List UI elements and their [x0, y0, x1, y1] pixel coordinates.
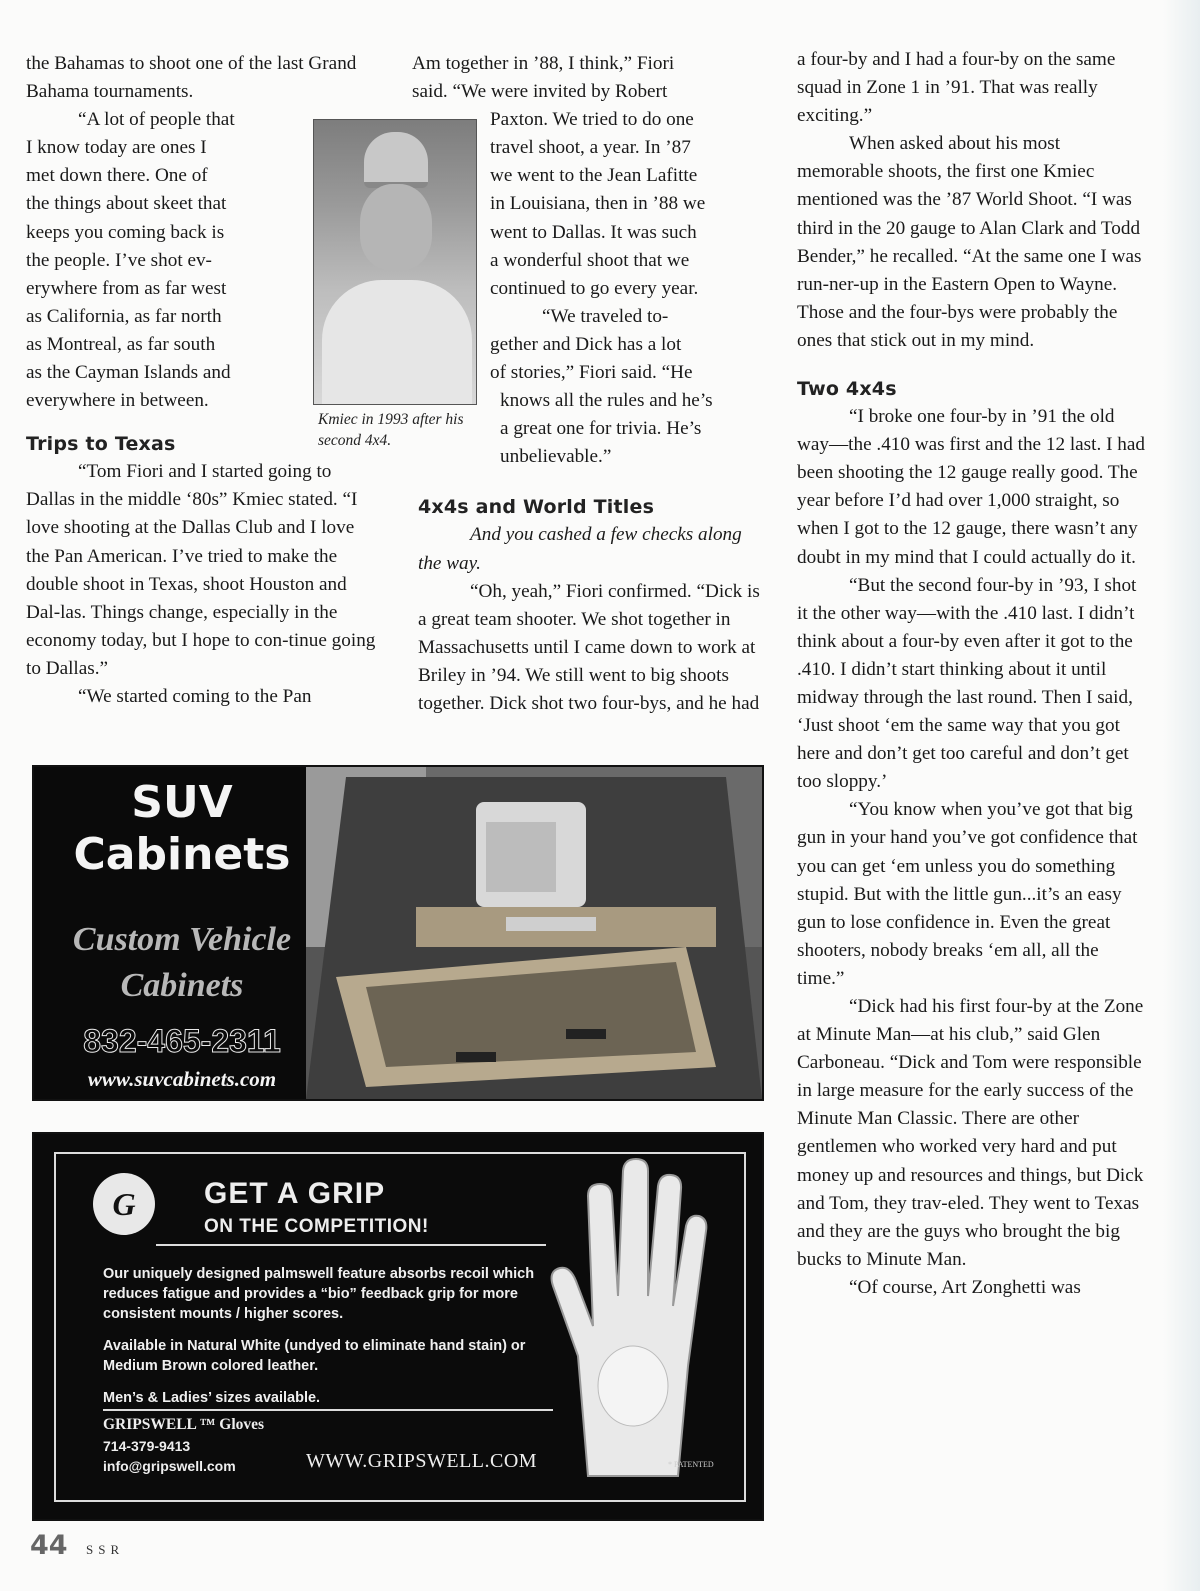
column-2 — [412, 50, 760, 718]
patented-note: * PATENTED — [668, 1460, 714, 1469]
line: the things about skeet that — [26, 193, 227, 215]
suv-cargo-photo — [306, 767, 762, 1099]
italic-question: And you cashed a few checks along the way. — [418, 524, 742, 574]
ad-subtitle-line: Custom Vehicle — [72, 921, 292, 958]
line: knows all the rules and he’s — [500, 390, 713, 412]
line: as the Cayman Islands and — [26, 362, 231, 384]
column-3 — [797, 46, 1147, 1302]
glove-image — [548, 1156, 708, 1486]
ad-brand: GRIPSWELL ™ Gloves — [103, 1416, 265, 1433]
line: unbelievable.” — [500, 446, 612, 468]
page-edge — [1163, 0, 1200, 1591]
line: went to Dallas. It was such — [490, 221, 697, 243]
divider — [156, 1244, 546, 1246]
line: we went to the Jean Lafitte — [490, 165, 698, 187]
wrapped-lines — [490, 106, 765, 471]
ad-title — [42, 777, 322, 881]
paragraph: “Tom Fiori and I started going to Dallas in the middle ‘80s” Kmiec stated. “I love shooting at the Dallas Club and I love the Pan American. I’ve tried to make the double shoot in Texas, shoot Houston and Dal-las. Things change, especially in the economy today, but I hope to con-tinue going to Dallas.” — [26, 461, 376, 679]
photo-caption: Kmiec in 1993 after his second 4x4. — [318, 411, 464, 449]
section-heading: Two 4x4s — [797, 378, 897, 401]
ad-subhead: ON THE COMPETITION! — [204, 1216, 429, 1237]
ad-title-line: SUV — [131, 777, 233, 828]
line: of stories,” Fiori said. “He — [490, 362, 693, 384]
line: Am together in ’88, I think,” Fiori — [412, 53, 675, 74]
ad-phone: 832-465-2311 — [83, 1023, 281, 1059]
paragraph-wrapped — [26, 106, 296, 415]
ad-subtitle — [42, 917, 322, 1009]
paragraph: “Dick had his first four-by at the Zone at Minute Man—at his club,” said Glen Carboneau. “Dick and Tom were responsible in large measure for the early success of the Minute Man Classic. There are other gentlemen who worked very hard and put money up and resources and things, but Dick and Tom, they trav-eled. They went to Texas and they are the guys who brought the big bucks to Minute Man. — [797, 996, 1144, 1270]
section-heading: 4x4s and World Titles — [418, 496, 655, 519]
ad-title-line: Cabinets — [73, 829, 291, 880]
ad-headline: GET A GRIP — [204, 1177, 386, 1210]
page-number: 44 — [30, 1530, 68, 1561]
ad-email[interactable]: info@gripswell.com — [103, 1458, 236, 1474]
paragraph: When asked about his most memorable shoots, the first one Kmiec mentioned was the ’87 World Shoot. “I was third in the 20 gauge to Alan Clark and Todd Bender,” he recalled. “At the same one I was run-ner-up in the Eastern Open to Wayne. Those and the four-bys were probably the ones that stick out in my mind. — [797, 133, 1142, 351]
line: gether and Dick has a lot — [490, 333, 682, 355]
suv-cabinets-ad[interactable] — [32, 765, 764, 1101]
line: erywhere from as far west — [26, 277, 227, 299]
gripswell-ad[interactable] — [32, 1132, 764, 1521]
line: continued to go every year. — [490, 277, 699, 299]
paragraph: the Bahamas to shoot one of the last Grand Bahama tournaments. — [26, 53, 357, 103]
line: everywhere in between. — [26, 390, 209, 412]
ad-body-text: Our uniquely designed palmswell feature absorbs recoil which reduces fatigue and provides a “bio” feedback grip for more consistent mounts / higher scores. — [103, 1266, 535, 1322]
line: keeps you coming back is — [26, 221, 225, 243]
magazine-name: SSR — [86, 1542, 125, 1557]
ad-subtitle-line: Cabinets — [120, 967, 244, 1004]
ad-body-text: Available in Natural White (undyed to eliminate hand stain) or Medium Brown colored leather. — [103, 1338, 526, 1374]
paragraph: “We started coming to the Pan — [78, 685, 312, 707]
ad-phone: 714-379-9413 — [103, 1438, 191, 1454]
paragraph: a four-by and I had a four-by on the same squad in Zone 1 in ’91. That was really exciting.” — [797, 49, 1116, 127]
ad-body — [103, 1264, 553, 1420]
divider — [103, 1409, 553, 1411]
line: I know today are ones I — [26, 137, 207, 159]
line: a wonderful shoot that we — [490, 249, 690, 271]
ad-url[interactable]: WWW.GRIPSWELL.COM — [306, 1450, 538, 1472]
line: travel shoot, a year. In ’87 — [490, 137, 691, 159]
paragraph: “You know when you’ve got that big gun in your hand you’ve got confidence that you can get ‘em unless you do something stupid. But with the little gun...it’s an easy gun to lose confidence in. Even the great shooters, nobody breaks ‘em all, all the time.” — [797, 799, 1138, 989]
line: said. “We were invited by Robert — [412, 81, 668, 103]
gripswell-logo: G — [93, 1173, 155, 1235]
line: in Louisiana, then in ’88 we — [490, 193, 706, 215]
ad-body-text: Men’s & Ladies’ sizes available. — [103, 1390, 321, 1406]
paragraph: “Oh, yeah,” Fiori confirmed. “Dick is a great team shooter. We shot together in Massachusetts until I came down to work at Briley in ’94. We still went to big shoots together. Dick shot two four-bys, and he had — [418, 580, 760, 714]
line: “We traveled to- — [542, 305, 669, 327]
line: “A lot of people that — [78, 109, 235, 131]
section-heading: Trips to Texas — [26, 433, 176, 456]
paragraph: “But the second four-by in ’93, I shot it the other way—with the .410 last. I didn’t think about a four-by even after it got to the .410. I didn’t start thinking about it until midway through the last round. Then I said, ‘Just shoot ‘em the same way that you got here and don’t get too careful and don’t get too sloppy.’ — [797, 574, 1137, 793]
ad-url[interactable]: www.suvcabinets.com — [87, 1067, 277, 1091]
line: met down there. One of — [26, 165, 208, 187]
line: as California, as far north — [26, 305, 222, 327]
line: a great one for trivia. He’s — [500, 418, 702, 440]
line: Paxton. We tried to do one — [490, 109, 694, 131]
line: as Montreal, as far south — [26, 333, 216, 355]
ad-frame — [54, 1152, 746, 1502]
paragraph: “I broke one four-by in ’91 the old way—the .410 was first and the 12 last. I had been shooting the 12 gauge really good. The year before I’d had over 1,000 straight, so when I got to the 12 gauge, there wasn’t any doubt in my mind that I could actually do it. — [797, 406, 1145, 568]
line: the people. I’ve shot ev- — [26, 249, 212, 271]
paragraph: “Of course, Art Zonghetti was — [849, 1276, 1081, 1298]
